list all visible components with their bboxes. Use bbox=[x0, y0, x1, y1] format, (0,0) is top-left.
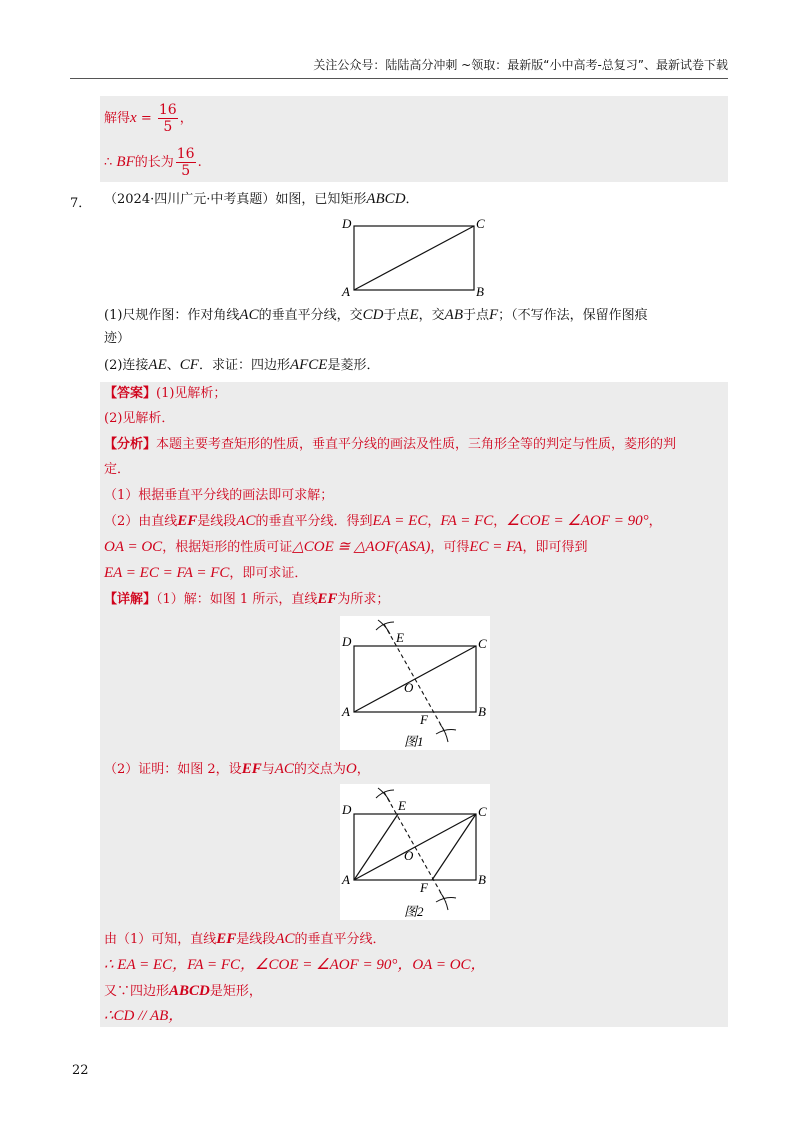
page-header: 关注公众号：陆陆高分冲刺 ~领取：最新版“小中高考-总复习”、最新试卷下载 bbox=[70, 56, 728, 79]
analysis-line-2: 定． bbox=[104, 462, 131, 477]
svg-text:A: A bbox=[342, 704, 350, 719]
analysis-line-1: 【分析】本题主要考查矩形的性质，垂直平分线的画法及性质，三角形全等的判定与性质，菱形的判 bbox=[104, 437, 677, 452]
analysis-line-5: OA = OC，根据矩形的性质可证△COE ≅ △AOF(ASA)，可得EC = FA，即可得到 bbox=[104, 539, 588, 555]
answer-line-2: (2)见解析． bbox=[104, 411, 175, 426]
figure-2-caption: 图2 bbox=[404, 904, 424, 919]
analysis-line-3: （1）根据垂直平分线的画法即可求解； bbox=[104, 488, 334, 503]
detail-line-6: ∴CD // AB， bbox=[104, 1008, 184, 1024]
solve-line: 解得x = $\frac{16}{5}$ ， bbox=[104, 102, 193, 135]
svg-text:E: E bbox=[398, 798, 406, 813]
svg-text:F: F bbox=[420, 880, 428, 895]
part2-line: (2)连接AE、CF．求证：四边形AFCE是菱形． bbox=[104, 357, 380, 373]
svg-text:O: O bbox=[404, 680, 414, 695]
label-d: D bbox=[342, 216, 352, 231]
bf-line: ∴ BF的长为 $\frac{16}{5}$ . bbox=[104, 146, 202, 179]
svg-text:F: F bbox=[420, 712, 428, 727]
svg-text:A: A bbox=[342, 872, 350, 887]
analysis-line-4: （2）由直线EF是线段AC的垂直平分线．得到EA = EC，FA = FC，∠COE = ∠AOF = 90°， bbox=[104, 513, 662, 529]
detail-line-4: ∴ EA = EC，FA = FC，∠COE = ∠AOF = 90°，OA = OC， bbox=[104, 957, 486, 973]
page-number: 22 bbox=[72, 1063, 89, 1078]
detail-line-5: 又∵四边形ABCD是矩形， bbox=[104, 983, 262, 999]
detail-line-2: （2）证明：如图 2，设EF与AC的交点为O， bbox=[104, 761, 370, 777]
svg-text:B: B bbox=[478, 704, 486, 719]
svg-text:D: D bbox=[342, 634, 352, 649]
answer-line-1: 【答案】(1)见解析； bbox=[104, 386, 227, 401]
detail-line-3: 由（1）可知，直线EF是线段AC的垂直平分线． bbox=[104, 931, 386, 947]
question-number: 7． bbox=[70, 196, 92, 211]
part1-line-2: 迹） bbox=[104, 331, 131, 346]
svg-text:C: C bbox=[478, 804, 487, 819]
figure-1-caption: 图1 bbox=[404, 734, 424, 749]
question-source: （2024·四川广元·中考真题）如图，已知矩形ABCD． bbox=[104, 191, 419, 207]
svg-text:E: E bbox=[396, 630, 404, 645]
detail-line-1: 【详解】（1）解：如图 1 所示，直线EF为所求； bbox=[104, 591, 390, 607]
svg-text:B: B bbox=[478, 872, 486, 887]
svg-text:O: O bbox=[404, 848, 414, 863]
part1-line: (1)尺规作图：作对角线AC的垂直平分线，交CD于点E，交AB于点F；（不写作法，保留作图痕 bbox=[104, 307, 648, 323]
svg-text:D: D bbox=[342, 802, 352, 817]
label-a: A bbox=[342, 284, 350, 299]
analysis-line-6: EA = EC = FA = FC，即可求证． bbox=[104, 565, 308, 581]
label-b: B bbox=[476, 284, 484, 299]
label-c: C bbox=[476, 216, 485, 231]
svg-text:C: C bbox=[478, 636, 487, 651]
figure-1 bbox=[340, 616, 490, 750]
figure-2 bbox=[340, 784, 490, 920]
rectangle-figure bbox=[340, 214, 490, 300]
